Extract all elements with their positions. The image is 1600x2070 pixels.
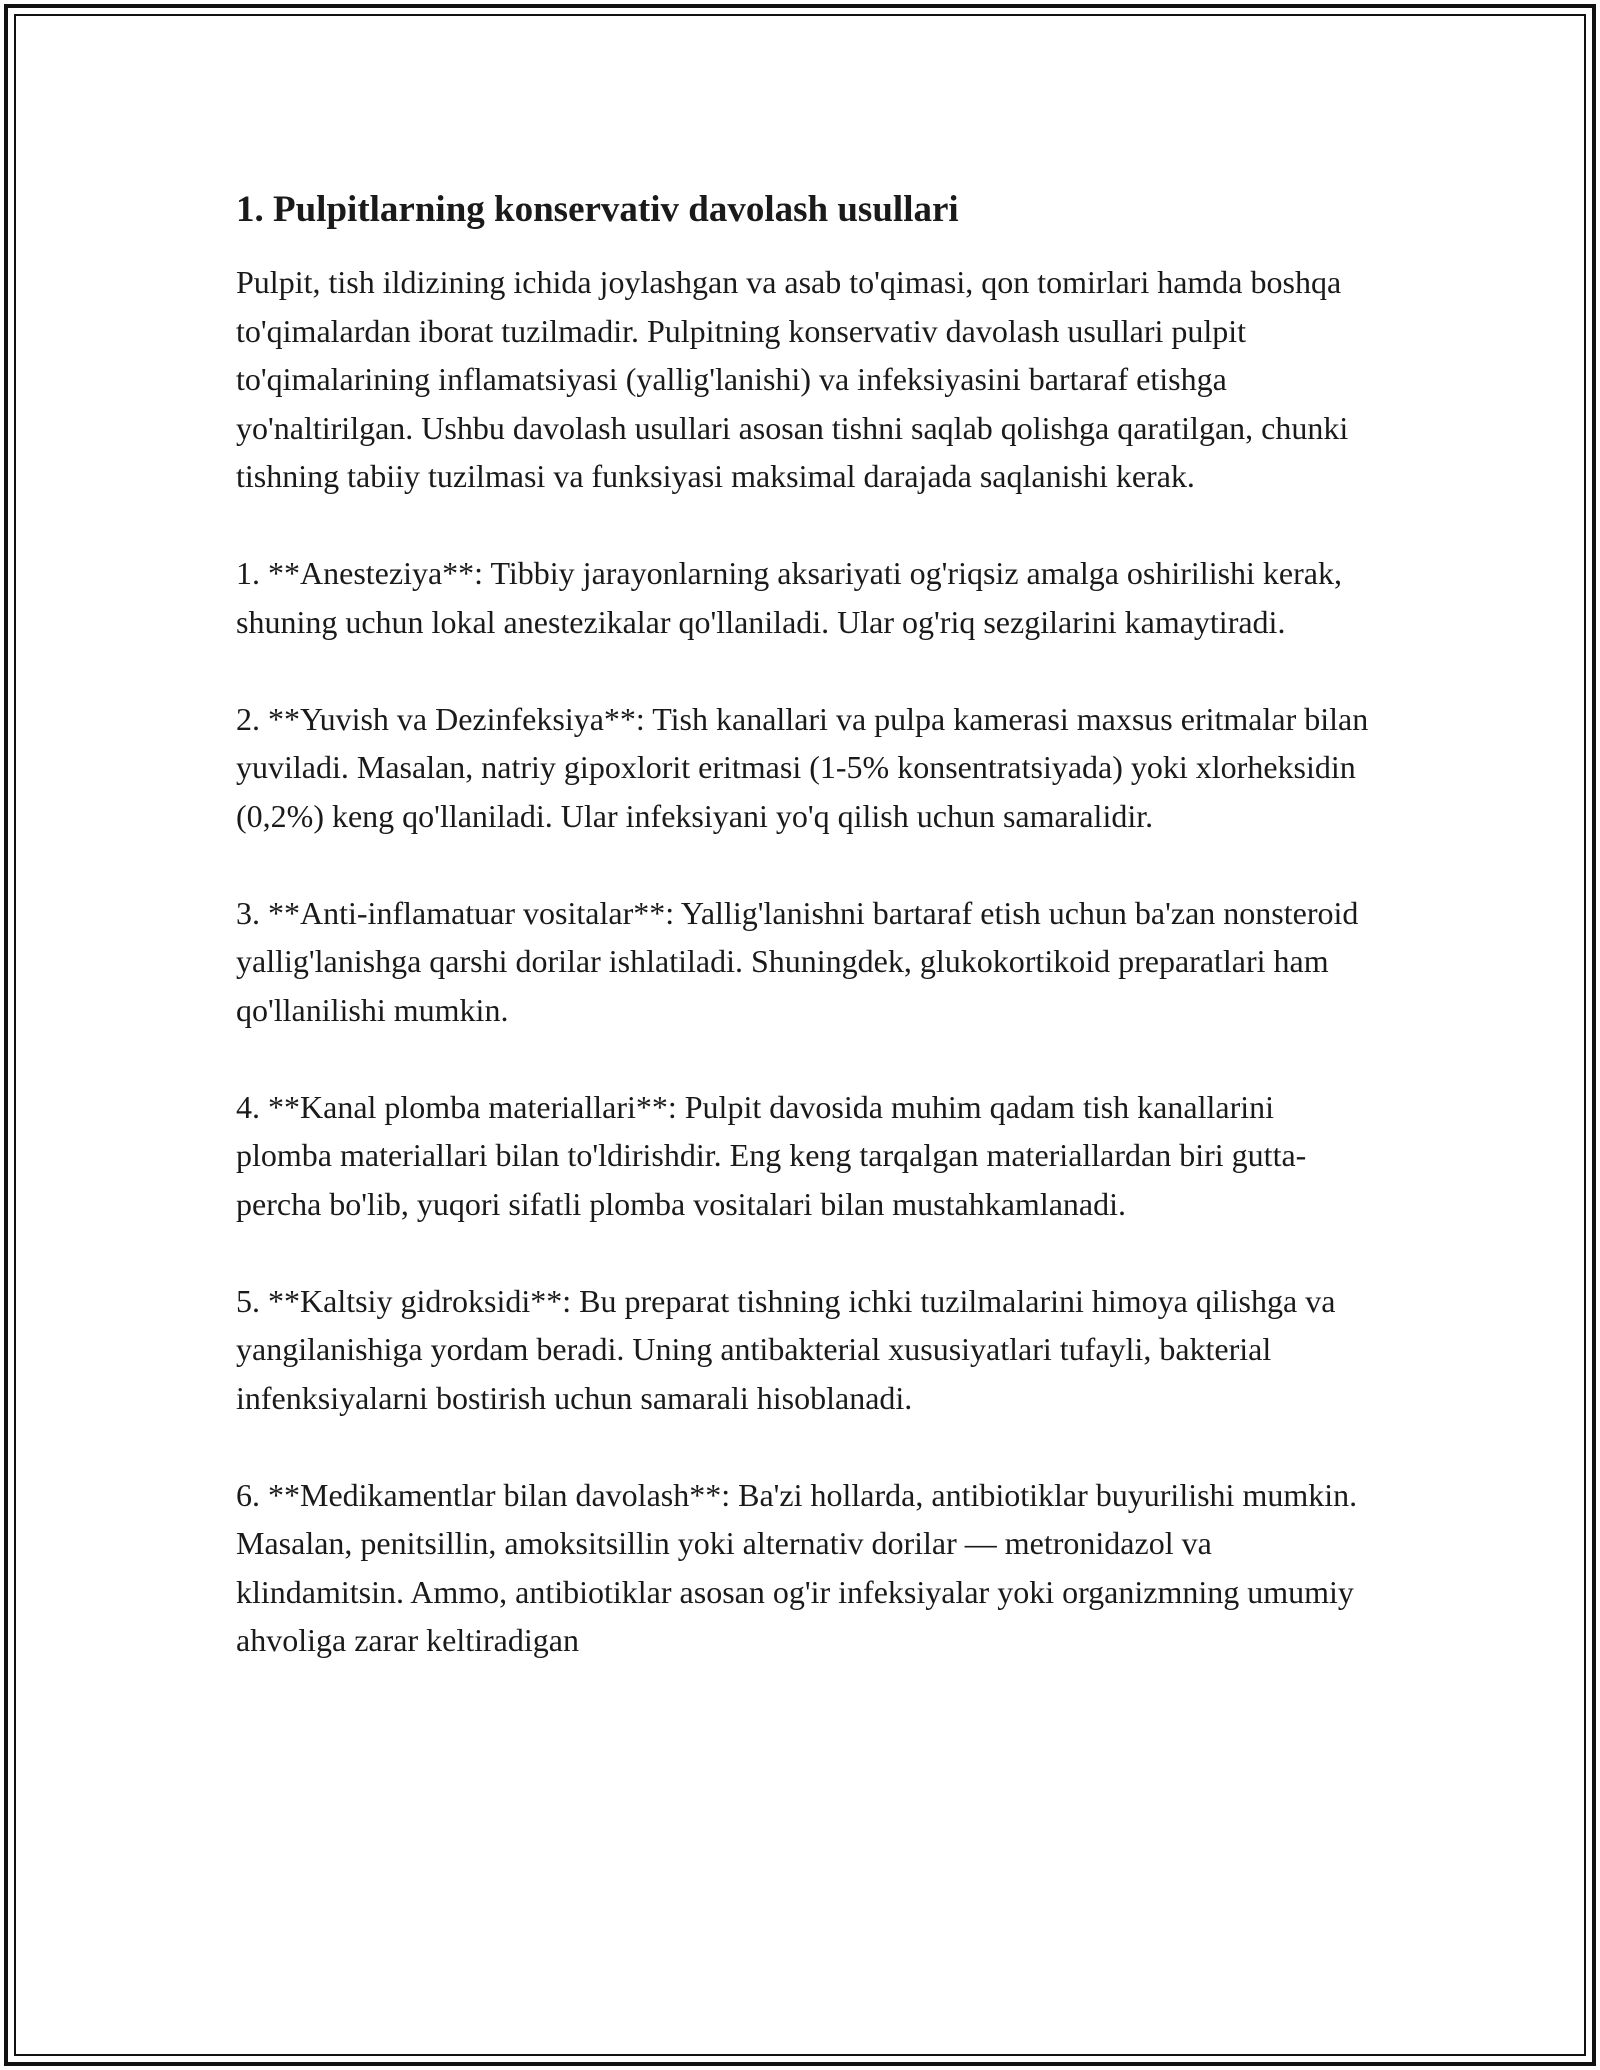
list-item-yuvish: 2. **Yuvish va Dezinfeksiya**: Tish kanallari va pulpa kamerasi maxsus eritmalar bilan yuviladi. Masalan, natriy gipoxlorit eritmasi (1-5% konsentratsiyada) yoki xlorheksidin (0,2%) keng qo'llaniladi. Ular infeksiyani yo'q qilish uchun samaralidir. (236, 700, 1369, 834)
document-title: 1. Pulpitlarning konservativ davolash usullari (236, 189, 959, 230)
intro-paragraph: Pulpit, tish ildizining ichida joylashgan va asab to'qimasi, qon tomirlari hamda boshqa to'qimalardan iborat tuzilmadir. Pulpitning konservativ davolash usullari pulpit to'qimalarining inflamatsiyasi (yallig'lanishi) va infeksiyasini bartaraf etishga yo'naltirilgan. Ushbu davolash usullari asosan tishni saqlab qolishga qaratilgan, chunki tishning tabiiy tuzilmasi va funksiyasi maksimal darajada saqlanishi kerak. (236, 264, 1349, 494)
list-item-kaltsiy: 5. **Kaltsiy gidroksidi**: Bu preparat tishning ichki tuzilmalarini himoya qilishga va yangilanishiga yordam beradi. Uning antibakterial xususiyatlari tufayli, bakterial infenksiyalarni bostirish uchun samarali hisoblanadi. (236, 1282, 1336, 1416)
list-item-medikamentlar: 6. **Medikamentlar bilan davolash**: Ba'zi hollarda, antibiotiklar buyurilishi mumkin. Masalan, penitsillin, amoksitsillin yoki alternativ dorilar — metronidazol va klindamitsin. Ammo, antibiotiklar asosan og'ir infeksiyalar yoki organizmning umumiy ahvoliga zarar keltiradigan (236, 1476, 1358, 1658)
list-item-anti-inflamatuar: 3. **Anti-inflamatuar vositalar**: Yallig'lanishni bartaraf etish uchun ba'zan nonsteroid yallig'lanishga qarshi dorilar ishlatiladi. Shuningdek, glukokortikoid preparatlari ham qo'llanilishi mumkin. (236, 894, 1359, 1028)
document-body (236, 186, 1376, 1713)
list-item-kanal-plomba: 4. **Kanal plomba materiallari**: Pulpit davosida muhim qadam tish kanallarini plomba materiallari bilan to'ldirishdir. Eng keng tarqalgan materiallardan biri gutta-percha bo'lib, yuqori sifatli plomba vositalari bilan mustahkamlanadi. (236, 1088, 1307, 1222)
list-item-anesteziya: 1. **Anesteziya**: Tibbiy jarayonlarning aksariyati og'riqsiz amalga oshirilishi kerak, shuning uchun lokal anestezikalar qo'llaniladi. Ular og'riq sezgilarini kamaytiradi. (236, 555, 1342, 640)
